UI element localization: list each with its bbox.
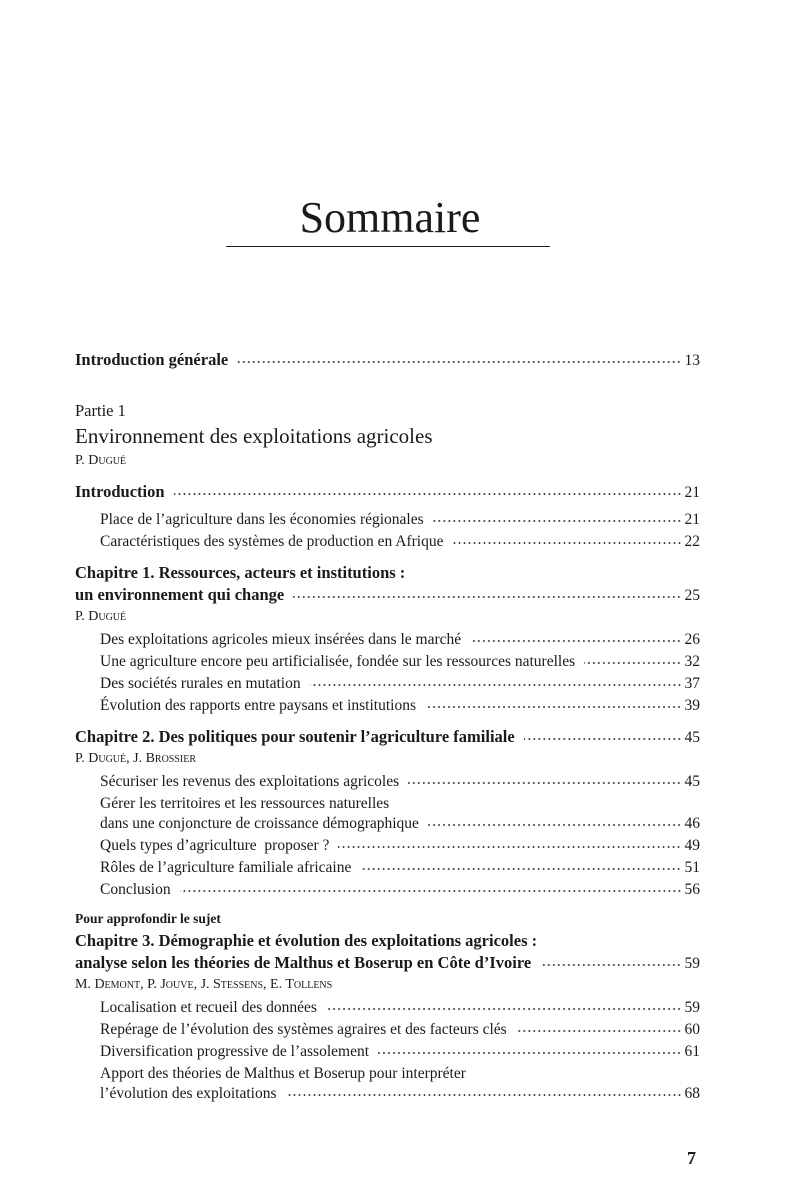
toc-page-number: 59 <box>684 999 700 1016</box>
toc-entry-label: Évolution des rapports entre paysans et institutions <box>100 697 416 714</box>
toc-subentry[interactable] <box>100 772 700 792</box>
toc-subentry[interactable] <box>100 1084 700 1104</box>
toc-page-number: 22 <box>684 533 700 550</box>
dot-leader <box>540 963 681 967</box>
toc-page-number: 51 <box>684 859 700 876</box>
part-author: P. Dugué <box>75 453 127 468</box>
toc-page-number: 39 <box>684 697 700 714</box>
dot-leader <box>470 639 681 643</box>
toc-subentry[interactable] <box>100 674 700 694</box>
toc-page-number: 45 <box>684 773 700 790</box>
toc-entry-chapitre-2[interactable] <box>75 727 700 748</box>
toc-subentry[interactable] <box>100 814 700 834</box>
toc-page-number: 37 <box>684 675 700 692</box>
toc-subentry[interactable] <box>100 532 700 552</box>
toc-entry-chapitre-3[interactable] <box>75 953 700 974</box>
toc-entry-introduction[interactable] <box>75 482 700 503</box>
dot-leader <box>174 492 682 496</box>
toc-entry-introduction-generale[interactable] <box>75 350 700 371</box>
dot-leader <box>326 1007 682 1011</box>
part-title: Environnement des exploitations agricoles <box>75 424 433 448</box>
toc-page-number: 68 <box>684 1085 700 1102</box>
dot-leader <box>428 823 682 827</box>
dot-leader <box>338 845 681 849</box>
toc-page-number: 46 <box>684 815 700 832</box>
toc-page-number: 49 <box>684 837 700 854</box>
toc-subentry[interactable] <box>100 836 700 856</box>
chapter-author: P. Dugué <box>75 609 127 624</box>
toc-page-number: 25 <box>684 587 700 604</box>
toc-page-number: 13 <box>684 352 700 369</box>
dot-leader <box>584 661 681 665</box>
toc-entry-label: Place de l’agriculture dans les économies régionales <box>100 511 424 528</box>
toc-page-number: 32 <box>684 653 700 670</box>
toc-subentry[interactable] <box>100 1020 700 1040</box>
toc-entry-label: Sécuriser les revenus des exploitations agricoles <box>100 773 400 790</box>
dot-leader <box>293 595 681 599</box>
toc-entry-label: l’évolution des exploitations <box>100 1085 277 1102</box>
toc-entry-label: Rôles de l’agriculture familiale africaine <box>100 859 352 876</box>
toc-entry-label: Chapitre 2. Des politiques pour soutenir l’agriculture familiale <box>75 727 515 746</box>
toc-entry-label: dans une conjoncture de croissance démographique <box>100 815 419 832</box>
dot-leader <box>378 1051 681 1055</box>
dot-leader <box>516 1029 682 1033</box>
chapter-author: M. Demont, P. Jouve, J. Stessens, E. Tollens <box>75 977 333 992</box>
toc-subentry[interactable] <box>100 652 700 672</box>
toc-page-number: 21 <box>684 511 700 528</box>
toc-entry-label: un environnement qui change <box>75 585 285 604</box>
toc-entry-chapitre-1[interactable] <box>75 585 700 606</box>
dot-leader <box>524 737 682 741</box>
part-label: Partie 1 <box>75 401 126 420</box>
toc-page-number: 56 <box>684 881 700 898</box>
dot-leader <box>425 705 682 709</box>
section-kicker: Pour approfondir le sujet <box>75 911 221 926</box>
toc-entry-label: Des sociétés rurales en mutation <box>100 675 301 692</box>
toc-page-number: 21 <box>684 484 700 501</box>
dot-leader <box>408 781 681 785</box>
page-number: 7 <box>687 1148 696 1168</box>
toc-subentry[interactable] <box>100 1042 700 1062</box>
toc-page-number: 61 <box>684 1043 700 1060</box>
toc-subentry[interactable] <box>100 510 700 530</box>
dot-leader <box>310 683 682 687</box>
toc-entry-label: Introduction générale <box>75 350 229 369</box>
chapter-1-title-line-1: Chapitre 1. Ressources, acteurs et institutions : <box>75 563 406 582</box>
toc-entry-label: Conclusion <box>100 881 171 898</box>
toc-entry-label: analyse selon les théories de Malthus et Boserup en Côte d’Ivoire <box>75 953 532 972</box>
toc-subentry[interactable] <box>100 880 700 900</box>
toc-page-number: 45 <box>684 729 700 746</box>
toc-page-number: 26 <box>684 631 700 648</box>
toc-subentry[interactable] <box>100 630 700 650</box>
dot-leader <box>237 360 681 364</box>
toc-subentry-line-1: Gérer les territoires et les ressources naturelles <box>100 795 390 812</box>
dot-leader <box>180 889 682 893</box>
toc-subentry[interactable] <box>100 998 700 1018</box>
chapter-3-title-line-1: Chapitre 3. Démographie et évolution des exploitations agricoles : <box>75 931 538 950</box>
toc-subentry-line-1: Apport des théories de Malthus et Boserup pour interpréter <box>100 1065 466 1082</box>
toc-page-number: 60 <box>684 1021 700 1038</box>
toc-entry-label: Caractéristiques des systèmes de production en Afrique <box>100 533 444 550</box>
dot-leader <box>286 1093 682 1097</box>
dot-leader <box>453 541 682 545</box>
table-of-contents <box>75 0 700 1200</box>
chapter-author: P. Dugué, J. Brossier <box>75 751 197 766</box>
toc-entry-label: Repérage de l’évolution des systèmes agraires et des facteurs clés <box>100 1021 507 1038</box>
toc-subentry[interactable] <box>100 696 700 716</box>
toc-entry-label: Introduction <box>75 482 165 501</box>
toc-page-number: 59 <box>684 955 700 972</box>
dot-leader <box>433 519 682 523</box>
toc-entry-label: Diversification progressive de l’assolement <box>100 1043 370 1060</box>
toc-entry-label: Localisation et recueil des données <box>100 999 317 1016</box>
toc-entry-label: Quels types d’agriculture proposer ? <box>100 837 330 854</box>
dot-leader <box>360 867 681 871</box>
toc-entry-label: Une agriculture encore peu artificialisée, fondée sur les ressources naturelles <box>100 653 576 670</box>
toc-subentry[interactable] <box>100 858 700 878</box>
toc-entry-label: Des exploitations agricoles mieux insérées dans le marché <box>100 631 462 648</box>
page-title: Sommaire <box>299 193 481 242</box>
